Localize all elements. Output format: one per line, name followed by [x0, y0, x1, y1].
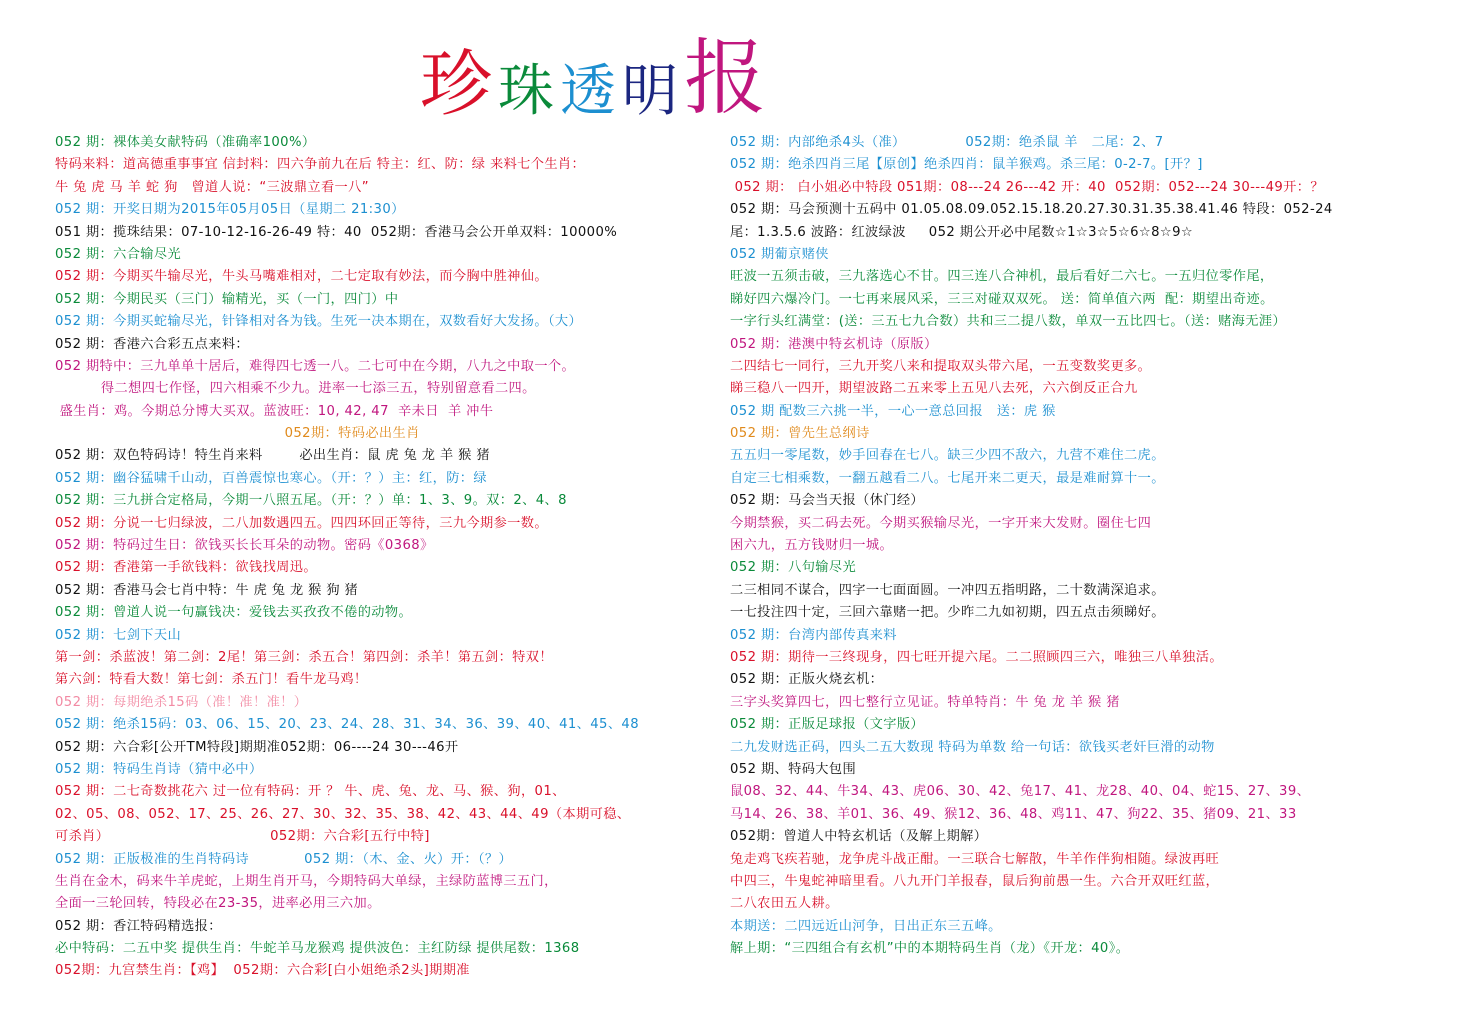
right-text-line: 052 期：正版足球报（文字版）: [730, 717, 925, 733]
left-text-line: 052 期：绝杀15码：03、06、15、20、23、24、28、31、34、36、39、40、41、45、48: [55, 717, 639, 733]
right-text-line: 052 期：台湾内部传真来料: [730, 627, 897, 643]
left-text-line: 052 期：今期买牛输尽光，牛头马嘴难相对，二七定取有妙法，而今胸中胜神仙。: [55, 269, 548, 285]
right-text-line: 052 期：马会预测十五码中 01.05.08.09.052.15.18.20.27.30.31.35.38.41.46 特段：052-24: [730, 202, 1333, 218]
right-text-line: 尾：1.3.5.6 波路：红波绿波 052 期公开必中尾数☆1☆3☆5☆6☆8☆9☆: [730, 224, 1194, 240]
title-char-1: 珍: [420, 42, 493, 126]
right-text-line: 鼠08、32、44、牛34、43、虎06、30、42、兔17、41、龙28、40、04、蛇15、27、39、: [730, 784, 1311, 800]
right-text-line: 兔走鸡飞疾若驰，龙争虎斗战正酣。一三联合七解散，牛羊作伴狗相随。绿波再旺: [730, 851, 1220, 867]
right-text-line: 中四三，牛鬼蛇神暗里看。八九开门羊报春，鼠后狗前愚一生。六合开双旺红蓝，: [730, 873, 1220, 889]
title-char-5: 报: [684, 31, 767, 126]
left-text-line: 052 期：正版极准的生肖特码诗 052 期：（木、金、火）开：（？）: [55, 851, 513, 867]
right-text-line: 052 期：马会当天报（休门经）: [730, 493, 925, 509]
left-text-line: 052 期特中：三九单单十居后，难得四七透一八。二七可中在今期，八九之中取一个。: [55, 358, 576, 374]
left-text-line: 052 期：今期买蛇输尽光，针锋相对各为钱。生死一决本期在，双数看好大发扬。（大）: [55, 314, 583, 330]
left-text-line: 052 期：三九拼合定格局，今期一八照五尾。（开：？）单：1、3、9。双：2、4、8: [55, 493, 567, 509]
left-text-line: 052 期：七剑下天山: [55, 627, 182, 643]
right-text-line: 052 期：港澳中特玄机诗（原版）: [730, 336, 938, 352]
left-text-line: 052 期：每期绝杀15码（准！准！准！）: [55, 694, 308, 710]
right-text-line: 今期禁猴，买二码去死。今期买猴输尽光，一字开来大发财。圈住七四: [730, 515, 1152, 531]
right-text-line: 052 期：绝杀四肖三尾【原创】绝杀四肖：鼠羊猴鸡。杀三尾：0-2-7。[开？]: [730, 157, 1203, 173]
left-text-line: 特码来料：道高德重事事宜 信封料：四六争前九在后 特主：红、防：绿 来料七个生肖：: [55, 157, 586, 173]
title-char-4: 明: [622, 59, 679, 124]
left-text-line: 052 期：六合输尽光: [55, 246, 182, 262]
right-text-line: 困六九，五方钱财归一城。: [730, 538, 894, 554]
right-text-line: 一七投注四十定，三回六靠赌一把。少昨二九如初期，四五点击须睇好。: [730, 605, 1165, 621]
left-text-line: 052 期：六合彩[公开TM特段]期期准052期：06----24 30---46开: [55, 739, 459, 755]
right-text-line: 马14、26、38、羊01、36、49、猴12、36、48、鸡11、47、狗22、35、猪09、21、33: [730, 806, 1297, 822]
left-text-line: 052 期：二七奇数挑花六 过一位有特码：开 ？ 牛、虎、兔、龙、马、猴、狗，01、: [55, 784, 566, 800]
right-text-line: 旺波一五须击破，三九落选心不甘。四三连八合神机，最后看好二六七。一五归位零作尾，: [730, 269, 1274, 285]
left-text-line: 052 期：香港马会七肖中特：牛 虎 兔 龙 猴 狗 猪: [55, 582, 359, 598]
right-text-line: 052 期葡京赌侠: [730, 246, 829, 262]
left-text-line: 得二想四七作怪，四六相乘不少九。进率一七添三五，特别留意看二四。: [55, 381, 536, 397]
left-text-line: 052 期：香港六合彩五点来料：: [55, 336, 250, 352]
left-text-line: 必中特码：二五中奖 提供生肖：牛蛇羊马龙猴鸡 提供波色：主红防绿 提供尾数：1368: [55, 941, 580, 957]
left-text-line: 052 期：裸体美女献特码（准确率100%）: [55, 135, 316, 150]
right-column: [730, 132, 1440, 960]
title-char-3: 透: [560, 59, 617, 124]
left-column: [55, 132, 715, 983]
title-char-2: 珠: [498, 59, 555, 124]
right-text-line: 二八农田五人耕。: [730, 896, 839, 912]
right-text-line: 本期送：二四远近山河争，日出正东三五峰。: [730, 918, 1002, 934]
left-text-line: 052期：九宫禁生肖：【鸡】 052期：六合彩[白小姐绝杀2头]期期准: [55, 963, 470, 979]
left-text-line: 052期：特码必出生肖: [55, 426, 420, 442]
right-text-line: 052 期：正版火烧玄机：: [730, 672, 884, 688]
right-text-line: 解上期：“三四组合有玄机”中的本期特码生肖（龙）《开龙：40》。: [730, 941, 1130, 957]
right-text-line: 052 期：八句输尽光: [730, 560, 857, 576]
right-text-line: 052 期：内部绝杀4头（准） 052期：绝杀鼠 羊 二尾：2、7: [730, 135, 1164, 150]
left-text-line: 052 期：曾道人说一句赢钱决：爱钱去买孜孜不倦的动物。: [55, 605, 413, 621]
left-text-line: 牛 兔 虎 马 羊 蛇 狗 曾道人说：“三波鼎立看一八”: [55, 179, 369, 195]
right-text-line: 二三相同不谋合，四字一七面面圆。一冲四五指明路，二十数满深追求。: [730, 582, 1165, 598]
right-text-line: 052 期：期待一三终现身，四七旺开提六尾。二二照顾四三六，唯独三八单独活。: [730, 649, 1223, 665]
left-text-line: 052 期：特码过生日：欲钱买长长耳朵的动物。密码《0368》: [55, 538, 434, 554]
left-text-line: 052 期：特码生肖诗（猜中必中）: [55, 761, 263, 777]
left-text-line: 02、05、08、052、17、25、26、27、30、32、35、38、42、43、44、49（本期可稳、: [55, 806, 631, 822]
right-text-line: 052 期： 白小姐必中特段 051期：08---24 26---42 开：40 052期：052---24 30---49开：？: [730, 179, 1324, 195]
left-text-line: 052 期：香江特码精选报：: [55, 918, 222, 934]
left-text-line: 全面一三轮回转，特段必在23-35，进率必用三六加。: [55, 896, 381, 912]
left-text-line: 052 期：双色特码诗！特生肖来料 必出生肖：鼠 虎 兔 龙 羊 猴 猪: [55, 448, 490, 464]
right-text-line: 自定三七相乘数，一翻五越看二八。七尾开来二更天，最是难耐算十一。: [730, 470, 1165, 486]
left-text-line: 生肖在金木，码来牛羊虎蛇，上期生肖开马，今期特码大单绿，主绿防蓝博三五门，: [55, 873, 558, 889]
right-text-line: 052 期、特码大包围: [730, 761, 857, 777]
right-text-line: 睇好四六爆冷门。一七再来展风采，三三对碰双双死。 送：简单值六两 配：期望出奇迹。: [730, 291, 1274, 307]
right-text-line: 三字头奖算四七，四七整行立见证。特单特肖：牛 兔 龙 羊 猴 猪: [730, 694, 1120, 710]
page-title: [420, 30, 920, 126]
left-text-line: 052 期：香港第一手欲钱料：欲钱找周迅。: [55, 560, 317, 576]
right-text-line: 二四结七一同行，三九开奖八来和提取双头带六尾，一五变数奖更多。: [730, 358, 1152, 374]
left-text-line: 盛生肖：鸡。今期总分博大买双。蓝波旺：10, 42, 47 辛未日 羊 冲牛: [55, 403, 494, 419]
right-text-line: 五五归一零尾数，妙手回春在七八。缺三少四不敌六，九营不难住二虎。: [730, 448, 1165, 464]
left-text-line: 051 期：揽珠结果：07-10-12-16-26-49 特：40 052期：香港马会公开单双料：10000%: [55, 224, 618, 240]
right-text-line: 一字行头红满堂：(送：三五七九合数）共和三二提八数，单双一五比四七。（送：赌海无涯）: [730, 314, 1287, 330]
left-text-line: 第六剑：特看大数！第七剑：杀五门！看牛龙马鸡！: [55, 672, 368, 688]
left-text-line: 052 期：今期民买（三门）输精光，买（一门，四门）中: [55, 291, 399, 307]
right-text-line: 052期：曾道人中特玄机话（及解上期解）: [730, 829, 988, 845]
left-text-line: 052 期：分说一七归绿波，二八加数遇四五。四四环回正等待，三九今期参一数。: [55, 515, 548, 531]
right-text-line: 052 期：曾先生总纲诗: [730, 426, 870, 442]
right-text-line: 052 期 配数三六挑一半，一心一意总回报 送：虎 猴: [730, 403, 1056, 419]
left-text-line: 052 期：幽谷猛啸千山动，百兽震惊也寒心。（开：？）主：红，防：绿: [55, 470, 487, 486]
left-text-line: 052 期：开奖日期为2015年05月05日（星期二 21:30）: [55, 202, 405, 218]
right-text-line: 二九发财选正码，四头二五大数现 特码为单数 给一句话：欲钱买老奸巨滑的动物: [730, 739, 1215, 755]
right-text-line: 睇三稳八一四开，期望波路二五来零上五见八去死，六六倒反正合九: [730, 381, 1138, 397]
left-text-line: 可杀肖） 052期：六合彩[五行中特]: [55, 829, 430, 845]
left-text-line: 第一剑：杀蓝波！第二剑：2尾！第三剑：杀五合！第四剑：杀羊！第五剑：特双！: [55, 649, 553, 665]
